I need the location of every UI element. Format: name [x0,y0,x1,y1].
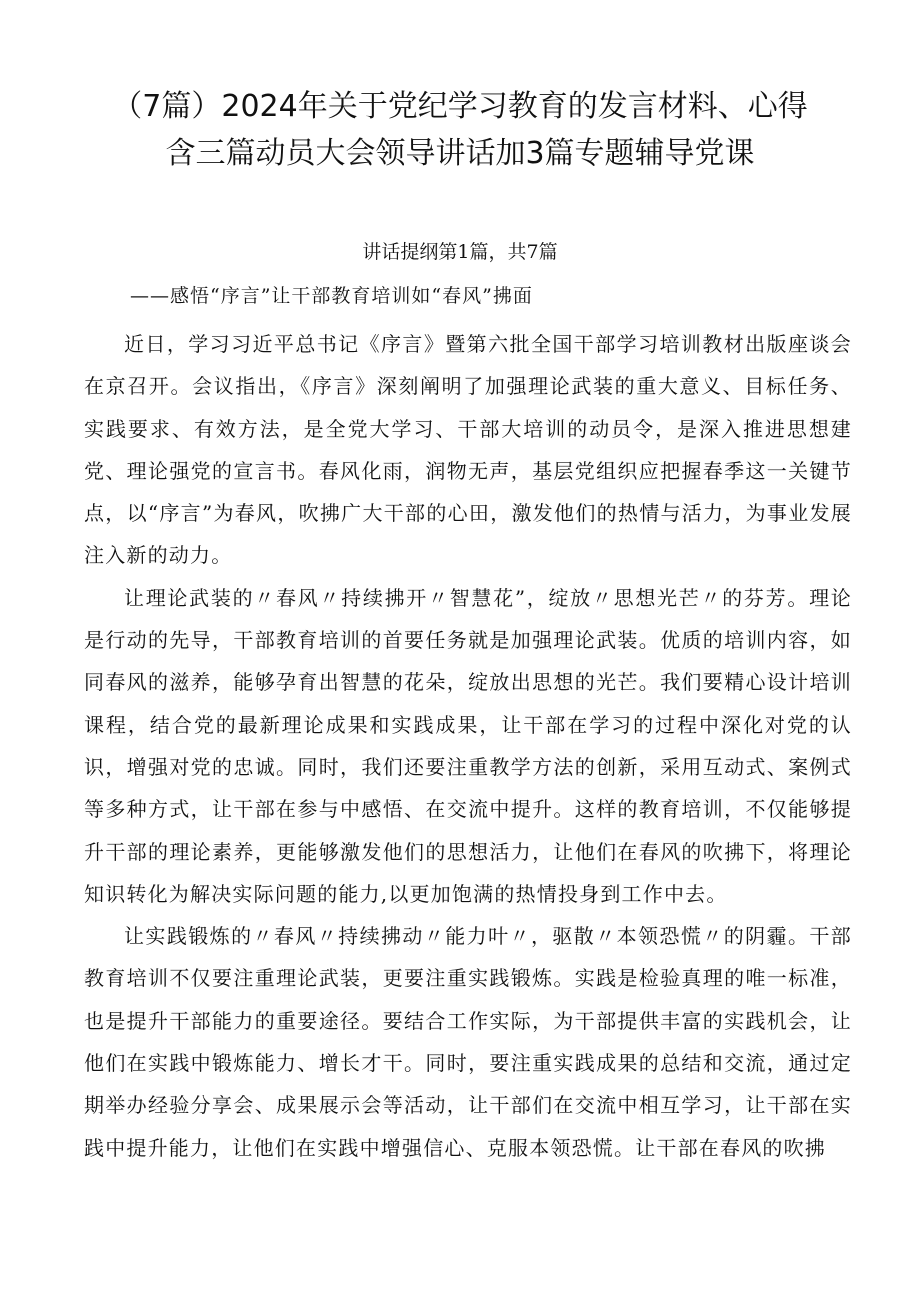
section-heading: 讲话提纲第1篇，共7篇 [362,241,558,263]
document-title-line-1: （7篇）2024年关于党纪学习教育的发言材料、心得 [112,89,808,124]
document-title-line-2: 含三篇动员大会领导讲话加3篇专题辅导党课 [165,136,755,171]
body-paragraph: 让理论武装的〃春风〃持续拂开〃智慧花”，绽放〃思想光芒〃的芬芳。理论是行动的先导，干部教育培训的首要任务就是加强理论武装。优质的培训内容，如同春风的滋养，能够孕育出智慧的花朵，绽放出思想的光芒。我们要精心设计培训课程，结合党的最新理论成果和实践成果，让干部在学习的过程中深化对党的认识，增强对党的忠诚。同时，我们还要注重教学方法的创新，采用互动式、案例式等多种方式，让干部在参与中感悟、在交流中提升。这样的教育培训，不仅能够提升干部的理论素养，更能够激发他们的思想活力，让他们在春风的吹拂下，将理论知识转化为解决实际问题的能力,以更加饱满的热情投身到工作中去。 [84,585,852,906]
body-paragraph: 近日，学习习近平总书记《序言》暨第六批全国干部学习培训教材出版座谈会在京召开。会议指出，《序言》深刻阐明了加强理论武装的重大意义、目标任务、实践要求、有效方法，是全党大学习、干部大培训的动员令，是深入推进思想建党、理论强党的宣言书。春风化雨，润物无声，基层党组织应把握春季这一关键节点，以“序言”为春风，吹拂广大干部的心田，激发他们的热情与活力，为事业发展注入新的动力。 [84,332,852,568]
section-subtitle: ——感悟“序言”让干部教育培训如“春风”拂面 [130,285,533,307]
document-body [84,323,852,1169]
body-paragraph: 让实践锻炼的〃春风〃持续拂动〃能力叶〃，驱散〃本领恐慌〃的阴霾。干部教育培训不仅要注重理论武装，更要注重实践锻炼。实践是检验真理的唯一标准，也是提升干部能力的重要途径。要结合工作实际，为干部提供丰富的实践机会，让他们在实践中锻炼能力、增长才干。同时，要注重实践成果的总结和交流，通过定期举办经验分享会、成果展示会等活动，让干部们在交流中相互学习，让干部在实践中提升能力，让他们在实践中增强信心、克服本领恐慌。让干部在春风的吹拂 [84,924,852,1160]
